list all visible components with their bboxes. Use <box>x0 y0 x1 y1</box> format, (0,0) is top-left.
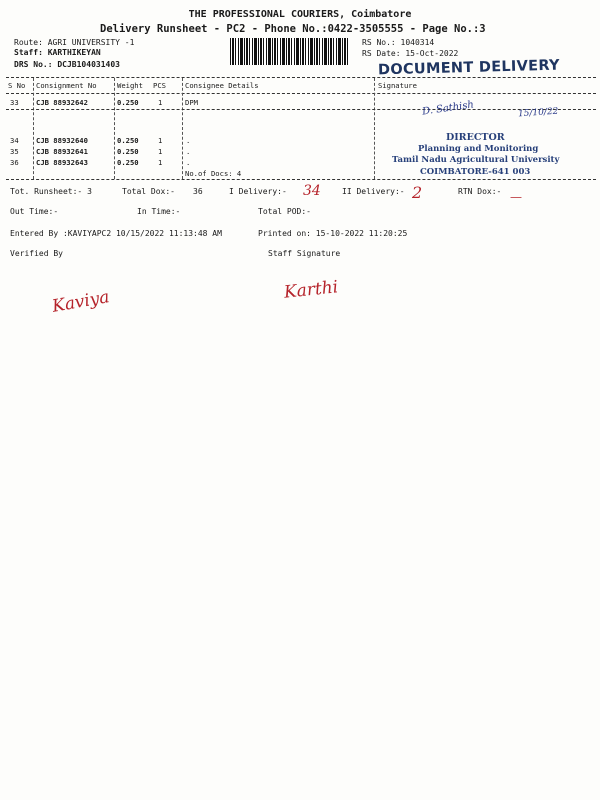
company-title: THE PROFESSIONAL COURIERS, Coimbatore <box>188 9 412 20</box>
row-consignment: CJB 88932643 <box>36 158 88 167</box>
row-sno: 34 <box>10 136 19 145</box>
ii-delivery-handwritten: 2 <box>412 183 423 202</box>
total-dox-value: 36 <box>193 187 203 196</box>
ii-delivery-label: II Delivery:- <box>342 187 405 196</box>
staff-signature: Karthi <box>283 277 340 303</box>
row-pcs: 1 <box>158 136 163 145</box>
col-divider <box>114 78 115 179</box>
table-bottom-rule <box>6 179 596 180</box>
col-divider <box>374 78 375 179</box>
drs-number: DRS No.: DCJB104031403 <box>14 60 120 69</box>
row-weight: 0.250 <box>117 158 139 167</box>
runsheet-title: Delivery Runsheet - PC2 - Phone No.:0422-3505555 - Page No.:3 <box>100 23 486 35</box>
row-details: . <box>186 147 191 156</box>
i-delivery-handwritten: 34 <box>303 183 321 199</box>
table-top-rule <box>6 77 596 78</box>
row-consignment: CJB 88932642 <box>36 98 88 107</box>
total-dox-label: Total Dox:- <box>122 187 175 196</box>
row-rule <box>6 109 596 110</box>
header-bottom-rule <box>6 93 596 94</box>
col-pcs: PCS <box>153 81 166 90</box>
row-weight: 0.250 <box>117 136 139 145</box>
row-consignment: CJB 88932641 <box>36 147 88 156</box>
row-weight: 0.250 <box>117 147 139 156</box>
row-consignment: CJB 88932640 <box>36 136 88 145</box>
row-sno: 35 <box>10 147 19 156</box>
row-pcs: 1 <box>158 147 163 156</box>
verified-by: Verified By <box>10 249 63 258</box>
document-delivery-stamp: DOCUMENT DELIVERY <box>377 57 561 79</box>
printed-on: Printed on: 15-10-2022 11:20:25 <box>258 229 408 238</box>
col-sno: S No <box>8 81 26 90</box>
barcode <box>230 38 350 65</box>
row-pcs: 1 <box>158 158 163 167</box>
row-sno: 33 <box>10 98 19 107</box>
no-of-docs: No.of Docs: 4 <box>185 169 242 178</box>
entered-by-signature: Kaviya <box>50 287 111 317</box>
staff-label: Staff: KARTHIKEYAN <box>14 48 101 57</box>
col-divider <box>33 78 34 179</box>
entered-by: Entered By :KAVIYAPC2 10/15/2022 11:13:48 AM <box>10 229 222 238</box>
receiver-date: 15/10/22 <box>517 106 559 120</box>
row-pcs: 1 <box>158 98 163 107</box>
seal-dept: Planning and Monitoring <box>418 144 539 154</box>
seal-city: COIMBATORE-641 003 <box>420 167 531 177</box>
seal-university: Tamil Nadu Agricultural University <box>392 155 560 165</box>
total-pod: Total POD:- <box>258 207 311 216</box>
in-time: In Time:- <box>137 207 181 216</box>
out-time: Out Time:- <box>10 207 59 216</box>
row-sno: 36 <box>10 158 19 167</box>
receiver-signature: D. Sathish <box>421 99 475 118</box>
col-consignment: Consignment No <box>36 81 97 90</box>
i-delivery-label: I Delivery:- <box>229 187 287 196</box>
seal-director: DIRECTOR <box>446 132 505 143</box>
row-weight: 0.250 <box>117 98 139 107</box>
route-label: Route: AGRI UNIVERSITY -1 <box>14 38 135 47</box>
row-details: . <box>186 136 191 145</box>
rs-date: RS Date: 15-Oct-2022 <box>362 49 459 58</box>
rs-number: RS No.: 1040314 <box>362 38 435 47</box>
rtn-dox-handwritten: — <box>510 190 522 204</box>
col-signature: Signature <box>378 81 417 90</box>
rtn-dox-label: RTN Dox:- <box>458 187 502 196</box>
col-weight: Weight <box>117 81 143 90</box>
tot-runsheet: Tot. Runsheet:- 3 <box>10 187 92 196</box>
staff-signature-label: Staff Signature <box>268 249 341 258</box>
row-details: . <box>186 158 191 167</box>
col-divider <box>182 78 183 179</box>
row-details: DPM <box>185 98 198 107</box>
col-consignee: Consignee Details <box>185 81 259 90</box>
